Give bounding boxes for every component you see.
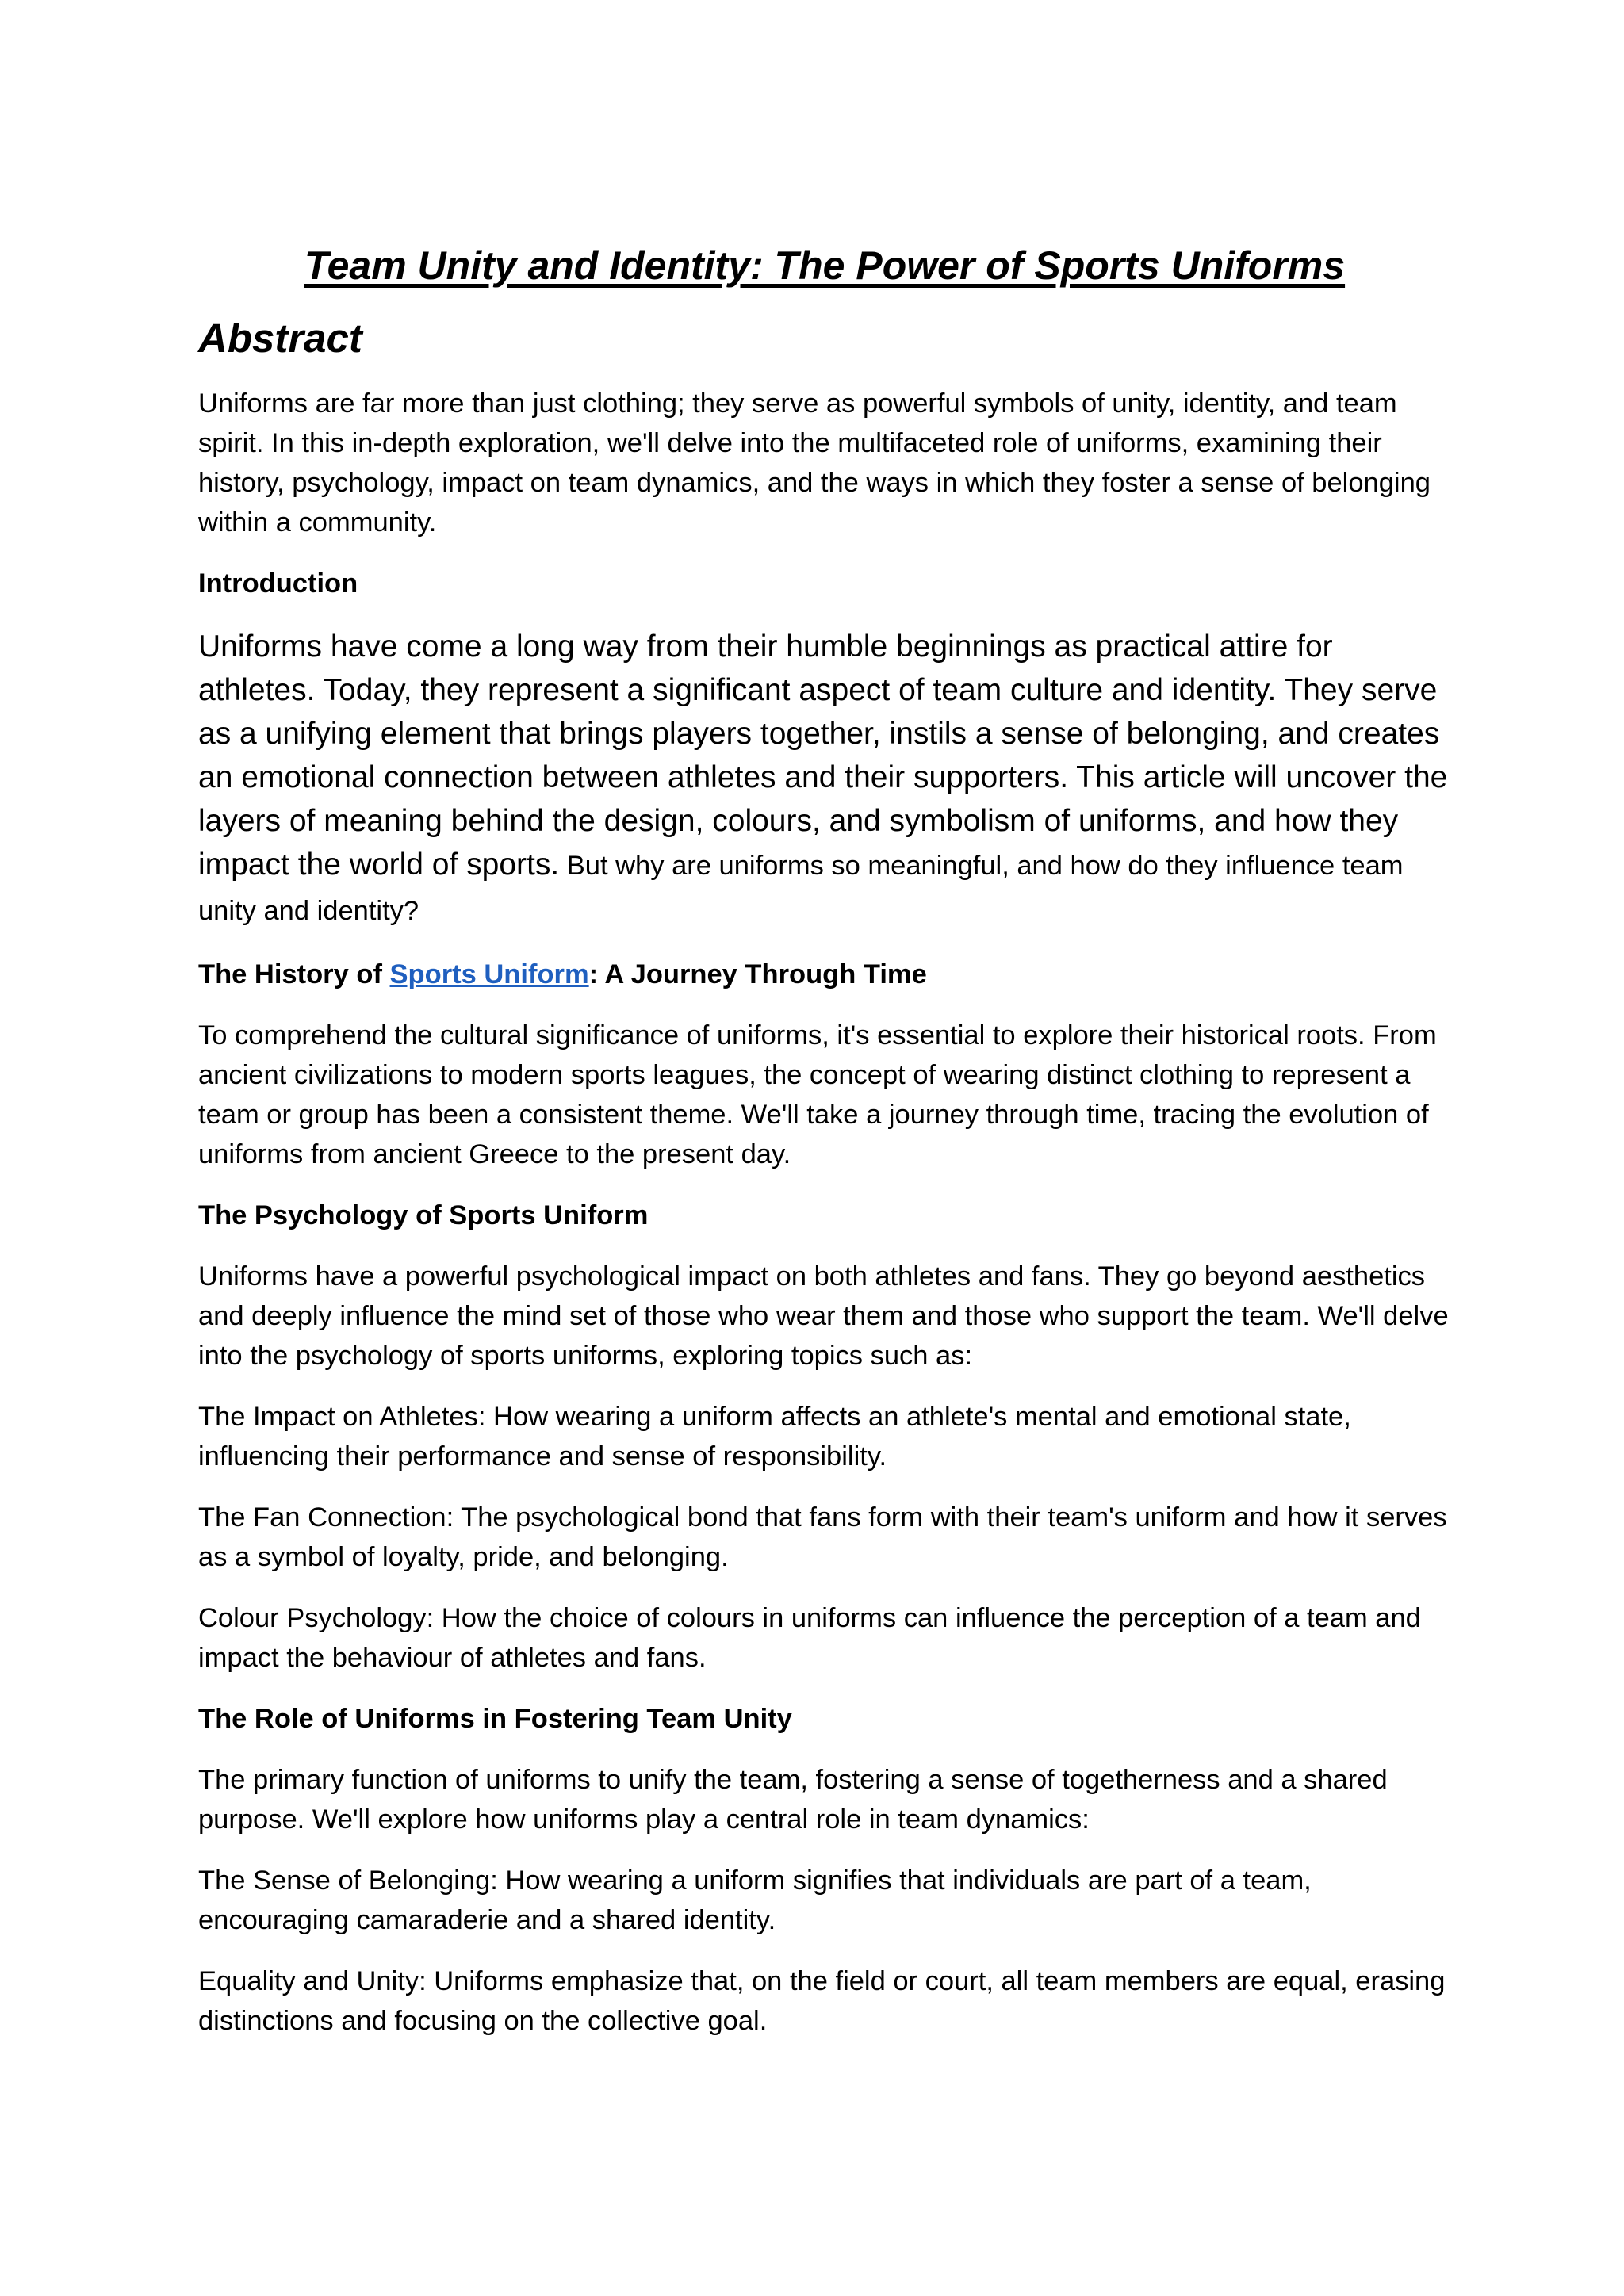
unity-point-belonging: The Sense of Belonging: How wearing a uniform signifies that individuals are part of a team, encouraging camaraderie and a shared identity. [198, 1866, 1312, 1935]
unity-paragraph: The primary function of uniforms to unify the team, fostering a sense of togetherness and a shared purpose. We'll explore how uniforms play a central role in team dynamics: [198, 1765, 1388, 1835]
introduction-paragraph [198, 625, 1451, 933]
unity-heading: The Role of Uniforms in Fostering Team Unity [198, 1704, 792, 1734]
psychology-point-colour: Colour Psychology: How the choice of colours in uniforms can influence the perception of a team and impact the behaviour of athletes and fans. [198, 1603, 1421, 1673]
history-heading-prefix: The History of [198, 959, 390, 989]
sports-uniform-link[interactable]: Sports Uniform [389, 959, 589, 989]
history-paragraph: To comprehend the cultural significance of uniforms, it's essential to explore their historical roots. From ancient civilizations to modern sports leagues, the concept of wearing distinct clothing to represent a team or group has been a consistent theme. We'll take a journey through time, tracing the evolution of uniforms from ancient Greece to the present day. [198, 1020, 1437, 1169]
document-page [198, 238, 1451, 2062]
psychology-heading: The Psychology of Sports Uniform [198, 1200, 649, 1230]
psychology-paragraph: Uniforms have a powerful psychological impact on both athletes and fans. They go beyond aesthetics and deeply influence the mind set of those who wear them and those who support the team. We'll delve into the psychology of sports uniforms, exploring topics such as: [198, 1261, 1449, 1371]
introduction-text-tail: But why are uniforms so meaningful, and how do they influence team unity and identity? [198, 851, 1404, 926]
history-heading [198, 955, 1451, 994]
psychology-point-athletes: The Impact on Athletes: How wearing a uniform affects an athlete's mental and emotional state, influencing their performance and sense of responsibility. [198, 1402, 1351, 1471]
abstract-heading: Abstract [198, 316, 362, 361]
psychology-point-fans: The Fan Connection: The psychological bond that fans form with their team's uniform and how it serves as a symbol of loyalty, pride, and belonging. [198, 1502, 1447, 1572]
document-title: Team Unity and Identity: The Power of Sports Uniforms [304, 243, 1346, 288]
abstract-paragraph: Uniforms are far more than just clothing; they serve as powerful symbols of unity, identity, and team spirit. In this in-depth exploration, we'll delve into the multifaceted role of uniforms, examining their history, psychology, impact on team dynamics, and the ways in which they foster a sense of belonging within a community. [198, 388, 1431, 538]
introduction-text-main: Uniforms have come a long way from their humble beginnings as practical attire for athletes. Today, they represent a significant aspect of team culture and identity. They serve as a unifying element that brings players together, instils a sense of belonging, and creates an emotional connection between athletes and their supporters. This article will uncover the layers of meaning behind the design, colours, and symbolism of uniforms, and how they impact the world of sports. [198, 629, 1448, 882]
introduction-heading: Introduction [198, 568, 358, 599]
unity-point-equality: Equality and Unity: Uniforms emphasize that, on the field or court, all team members are equal, erasing distinctions and focusing on the collective goal. [198, 1966, 1446, 2036]
history-heading-suffix: : A Journey Through Time [588, 959, 927, 989]
